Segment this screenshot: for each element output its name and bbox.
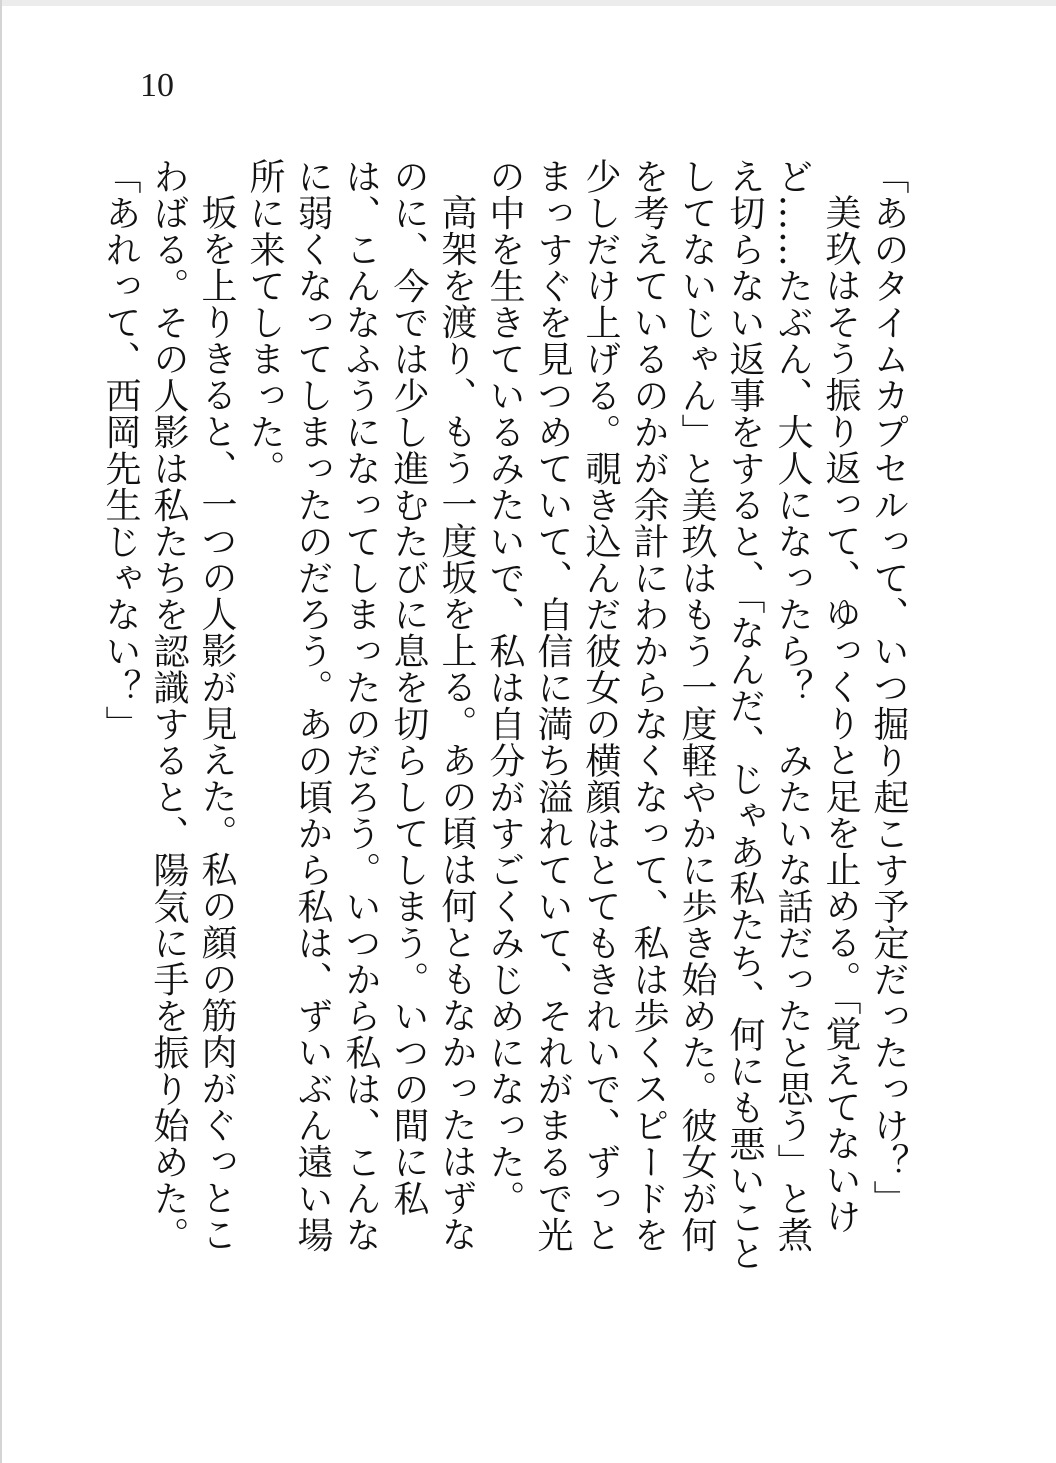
paragraph: 坂を上りきると、一つの人影が見えた。私の顔の筋肉がぐっとこわばる。その人影は私たちを認識すると、陽気に手を振り始めた。 xyxy=(148,158,237,1253)
paragraph: 美玖はそう振り返って、ゆっくりと足を止める。「覚えてないけど……たぶん、大人になったら？ みたいな話だったと思う」と煮え切らない返事をすると、「なんだ、じゃあ私たち、何にも悪いことしてないじゃん」と美玖はもう一度軽やかに歩き始めた。彼女が何を考えているのかが余計にわからなくなって、私は歩くスピードを少しだけ上げる。覗き込んだ彼女の横顔はとてもきれいで、ずっとまっすぐを見つめていて、自信に満ち溢れていて、それがまるで光の中を生きているみたいで、私は自分がすごくみじめになった。 xyxy=(484,158,861,1272)
top-border xyxy=(2,0,1056,6)
paragraph: 「あれって、西岡先生じゃない？」 xyxy=(100,158,141,742)
paragraph: 高架を渡り、もう一度坂を上る。あの頃は何ともなかったはずなのに、今では少し進むたびに息を切らしてしまう。いつの間に私は、こんなふうになってしまったのだろう。いつから私は、こんなに弱くなってしまったのだろう。あの頃から私は、ずいぶん遠い場所に来てしまった。 xyxy=(244,158,477,1253)
paragraph: 「あのタイムカプセルって、いつ掘り起こす予定だったっけ？」 xyxy=(868,158,909,1217)
page-number: 10 xyxy=(140,67,174,104)
body-text xyxy=(100,158,912,1278)
